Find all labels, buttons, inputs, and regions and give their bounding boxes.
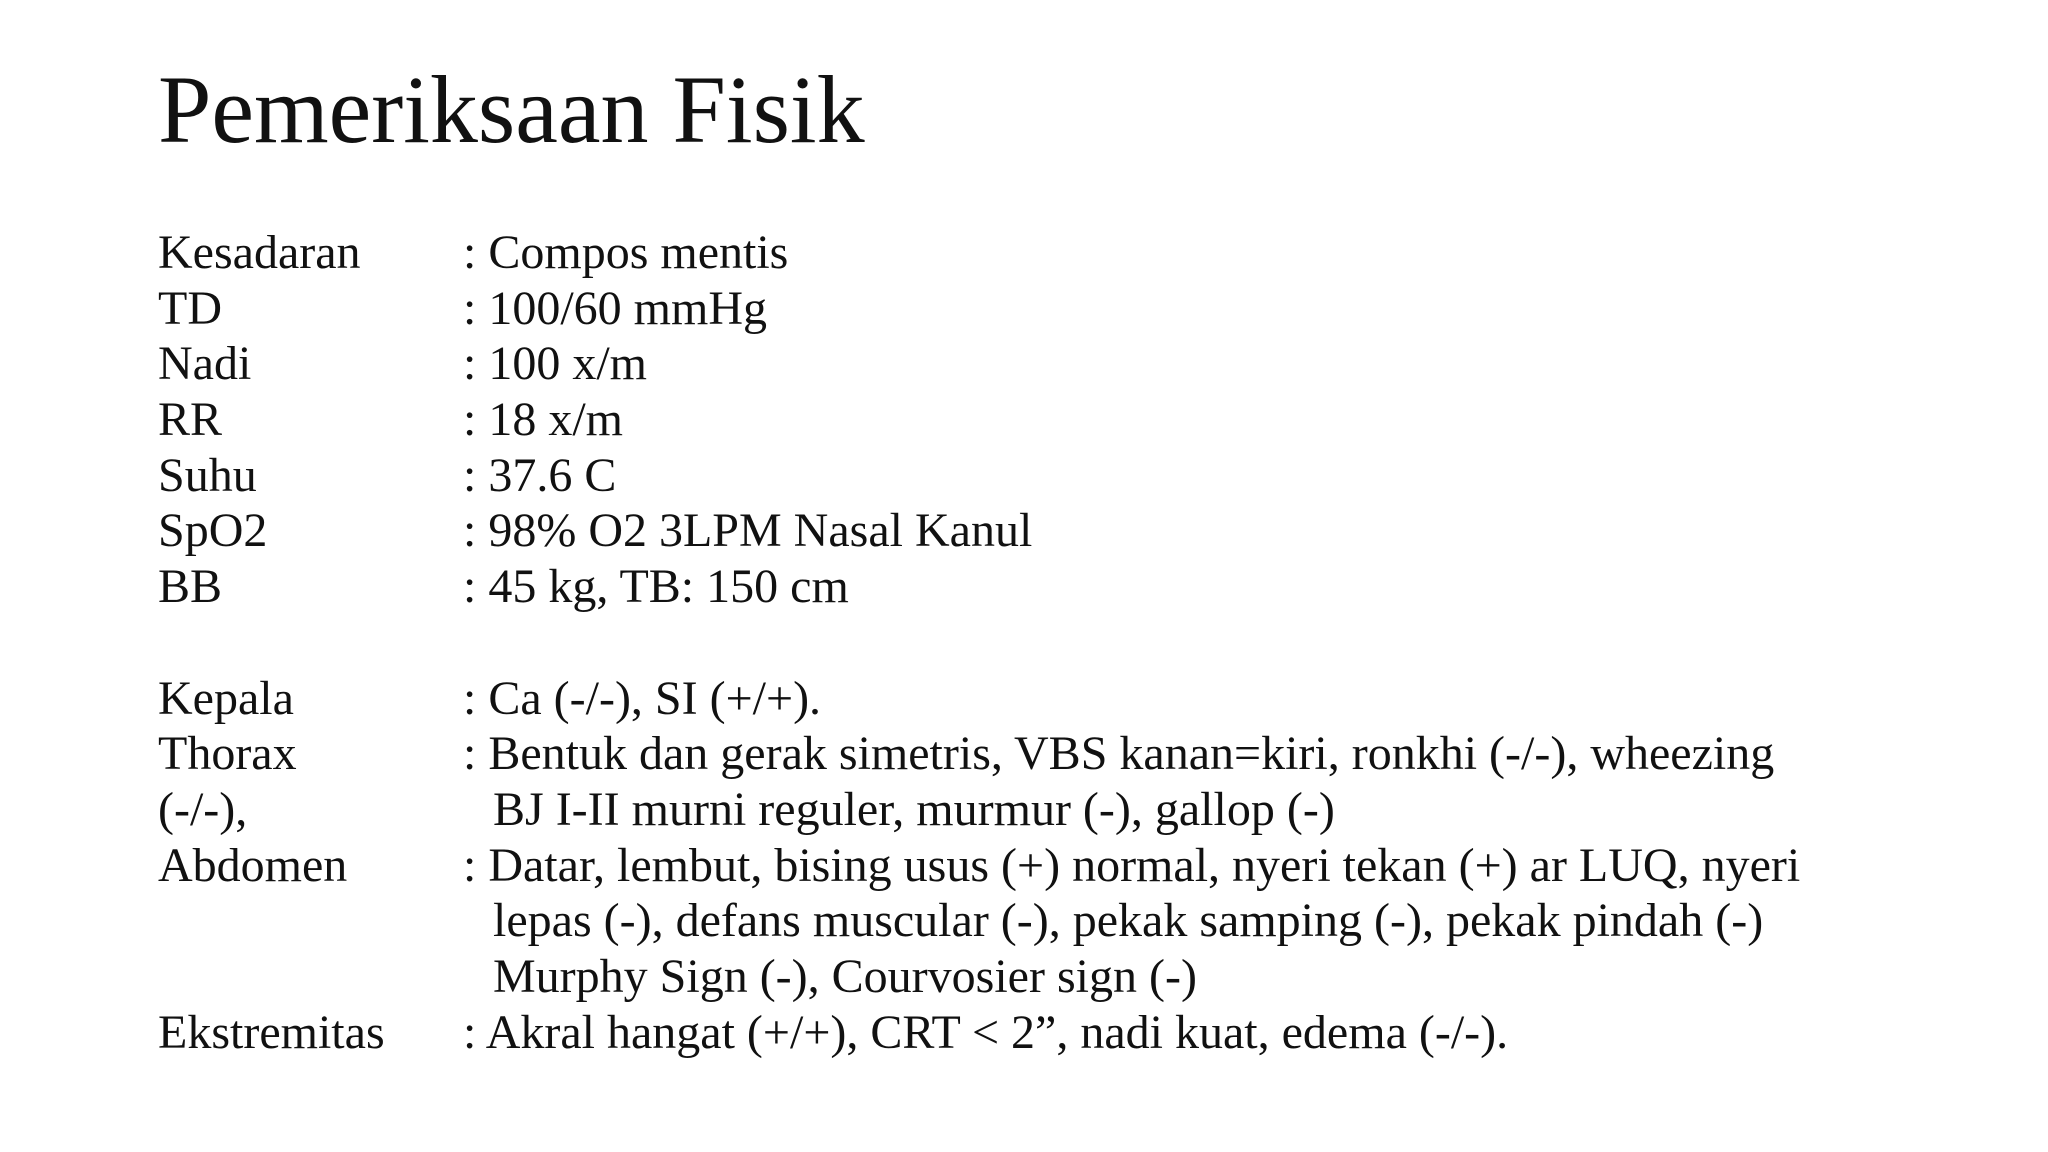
vital-value: : 100/60 mmHg [463,281,768,335]
vital-value: : Compos mentis [463,226,789,279]
exam-label: Abdomen [158,838,348,892]
vital-label: Nadi [158,337,252,391]
vital-label: SpO2 [158,504,268,558]
vital-label: Suhu [158,448,257,502]
exam-value-cont: lepas (-), defans muscular (-), pekak samping (-), pekak pindah (-) [493,894,1764,948]
exam-value: : Ca (-/-), SI (+/+). [463,671,822,725]
exam-label: Kepala [158,671,294,725]
vital-label: TD [158,281,222,335]
vital-value: : 18 x/m [463,393,624,447]
vital-value: : 100 x/m [463,337,648,391]
vital-value: : 45 kg, TB: 150 cm [463,560,849,614]
vital-value: : 37.6 C [463,448,617,502]
exam-value: : Datar, lembut, bising usus (+) normal, nyeri tekan (+) ar LUQ, nyeri [463,838,1801,892]
exam-label: Thorax [158,727,297,781]
vital-label: Kesadaran [158,226,361,279]
exam-label-cont: (-/-), [158,782,248,836]
vital-label: RR [158,393,223,447]
vital-label: BB [158,560,223,614]
vital-value: : 98% O2 3LPM Nasal Kanul [463,504,1033,558]
exam-value-cont: Murphy Sign (-), Courvosier sign (-) [493,949,1197,1003]
exam-value-cont: BJ I-II murni reguler, murmur (-), gallop (-) [493,782,1335,836]
exam-value: : Bentuk dan gerak simetris, VBS kanan=kiri, ronkhi (-/-), wheezing [463,727,1775,781]
exam-label: Ekstremitas [158,1005,385,1059]
exam-value: : Akral hangat (+/+), CRT < 2”, nadi kuat, edema (-/-). [463,1005,1509,1059]
slide-title: Pemeriksaan Fisik [158,56,865,163]
